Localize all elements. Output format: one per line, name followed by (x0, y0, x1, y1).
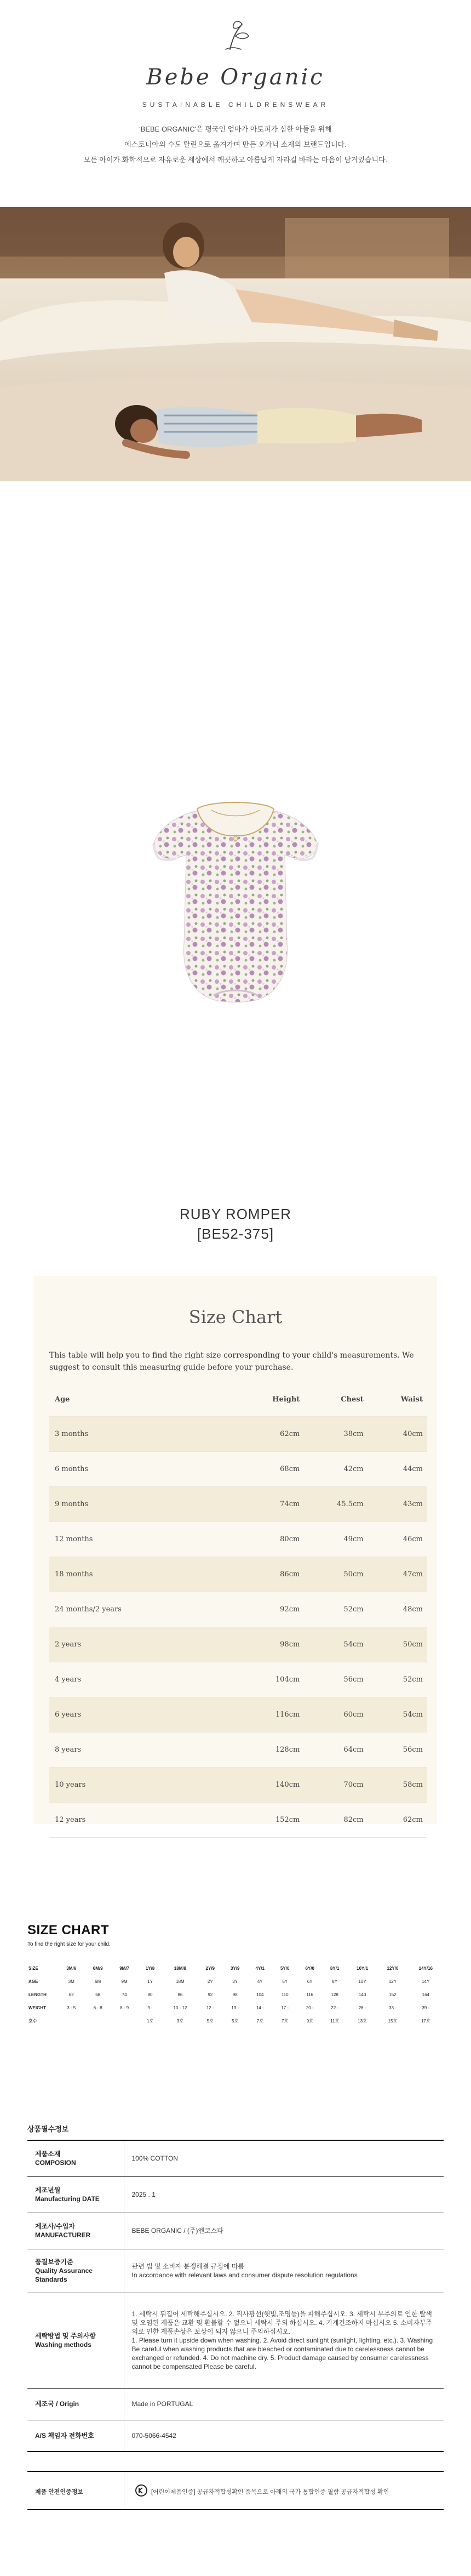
info-key-ko: 제품소재 (35, 2150, 61, 2158)
mini-chart-cell: 6Y (307, 1979, 313, 1984)
header-waist: Waist (364, 1383, 427, 1416)
brand-intro-line: 에스토니아의 수도 탈린으로 옮겨가며 만든 오가닉 소재의 브랜드입니다. (124, 140, 347, 149)
cell-age: 2 years (49, 1627, 236, 1662)
mini-chart-cell: 17 - (281, 2005, 289, 2010)
cell-height: 140cm (236, 1767, 300, 1802)
mini-chart-cell: 104 (256, 1992, 264, 1997)
safety-value: [어린이제품인증] 공급자적합성확인 품목으로 아래의 국가 통합인증 필함 공급자적합성 확인 (151, 2489, 389, 2495)
mini-chart-cell: 17호 (421, 2018, 430, 2024)
table-row (49, 1416, 427, 1451)
mini-chart-cell: 6M (95, 1979, 101, 1984)
mini-chart-row-label: SIZE (28, 1965, 38, 1971)
product-info-heading: 상품필수정보 (27, 2125, 69, 2133)
mini-chart-row-label: WEIGHT (28, 2005, 46, 2010)
cell-height: 98cm (236, 1627, 300, 1662)
cell-waist: 48cm (364, 1592, 427, 1627)
mini-chart-cell: 3 - 5 (67, 2005, 76, 2010)
mini-chart-cell: 10 - 12 (173, 2005, 187, 2010)
mini-chart-cell: 9M (121, 1979, 128, 1984)
info-value-en: 1. Please turn it upside down when washing. 2. Avoid direct sunlight (sunlight, lighting, etc.). 3. Washing Be careful when washing products that are bleached or contaminated due to carelessness cannot be exchanged or refunded. 4. Do not machine dry. 5. Product damage caused by consumer carelessness cannot be compensated Please be careful. (131, 2336, 433, 2370)
info-value: 2025 . 1 (124, 2176, 444, 2213)
cell-chest: 56cm (300, 1662, 363, 1697)
mini-chart-cell: 6 - 8 (93, 2005, 102, 2010)
brand-tagline: SUSTAINABLE CHILDRENSWEAR (142, 101, 329, 109)
cell-waist: 62cm (364, 1802, 427, 1837)
mini-chart-cell: 3Y (232, 1979, 238, 1984)
mini-chart-row-label: LENGTH (28, 1992, 47, 1997)
table-row (49, 1486, 427, 1521)
info-key-en: Quality Assurance Standards (35, 2267, 93, 2283)
mini-chart-cell: 20 - (306, 2005, 314, 2010)
mini-chart-cell: 13 - (231, 2005, 239, 2010)
mini-chart-cell: 12 - (206, 2005, 214, 2010)
info-key-en: Manufacturing DATE (35, 2195, 100, 2203)
cell-chest: 42cm (300, 1451, 363, 1486)
cell-chest: 50cm (300, 1557, 363, 1592)
cell-chest: 70cm (300, 1767, 363, 1802)
info-value-en: In accordance with relevant laws and consumer dispute resolution regulations (131, 2271, 358, 2279)
cell-chest: 60cm (300, 1697, 363, 1732)
info-key-ko: 제조년월 (35, 2186, 61, 2194)
mini-chart-cell: 80 (147, 1992, 153, 1997)
table-row (49, 1662, 427, 1697)
mini-chart-cell: 140 (358, 1992, 366, 1997)
header-chest: Chest (300, 1383, 363, 1416)
mini-chart-cell: 26 - (358, 2005, 366, 2010)
mini-chart-cell: 3M/6 (66, 1965, 77, 1971)
info-value (124, 2293, 444, 2388)
info-value: 100% COTTON (124, 2140, 444, 2176)
cell-age: 12 years (49, 1802, 236, 1837)
cell-waist: 56cm (364, 1732, 427, 1767)
cell-age: 3 months (49, 1416, 236, 1451)
brand-intro (0, 122, 471, 168)
mini-chart-cell: 18M (176, 1979, 185, 1984)
mini-chart-subtitle: To find the right size for your child. (27, 1941, 111, 1947)
mini-chart-cell: 92 (208, 1992, 213, 1997)
info-row-washing (27, 2293, 444, 2388)
mini-chart-table (27, 1962, 444, 2027)
mini-chart-cell (111, 2014, 137, 2027)
info-key (27, 2140, 124, 2176)
mini-chart-cell: 9호 (306, 2018, 313, 2024)
table-row (49, 1592, 427, 1627)
info-key (27, 2213, 124, 2249)
lifestyle-photo (0, 207, 471, 481)
info-key-ko: 세탁방법 및 주의사항 (35, 2332, 96, 2340)
mini-chart-cell: 14 - (256, 2005, 264, 2010)
cell-waist: 43cm (364, 1486, 427, 1521)
mini-chart-cell: 1Y/8 (145, 1965, 155, 1971)
mini-chart-cell: 12Y/0 (387, 1965, 399, 1971)
leaf-logo-icon (214, 15, 257, 54)
mini-chart-cell: 4Y (257, 1979, 263, 1984)
mini-chart-cell: 8Y (332, 1979, 338, 1984)
mini-chart-cell: 164 (422, 1992, 429, 1997)
mini-chart-cell: 39 - (422, 2005, 430, 2010)
mini-chart-cell: 5Y/0 (280, 1965, 290, 1971)
cell-height: 86cm (236, 1557, 300, 1592)
mini-chart-row (27, 2001, 444, 2014)
mini-chart-cell: 5Y (282, 1979, 288, 1984)
cell-waist: 40cm (364, 1416, 427, 1451)
header-age: Age (49, 1383, 236, 1416)
cell-height: 104cm (236, 1662, 300, 1697)
info-value-ko: 관련 법 및 소비자 분쟁해결 규정에 따름 (131, 2262, 244, 2270)
mini-chart-cell: 128 (331, 1992, 338, 1997)
cell-chest: 82cm (300, 1802, 363, 1837)
cell-age: 4 years (49, 1662, 236, 1697)
cell-waist: 52cm (364, 1662, 427, 1697)
mini-chart-cell: 7호 (282, 2018, 289, 2024)
info-row-origin (27, 2388, 444, 2420)
mini-chart-cell: 86 (177, 1992, 183, 1997)
info-key (27, 2249, 124, 2293)
table-row (49, 1627, 427, 1662)
mini-chart-cell: 18M/8 (174, 1965, 187, 1971)
mini-chart-cell: 62 (68, 1992, 74, 1997)
mini-chart-cell: 68 (95, 1992, 101, 1997)
info-key-en: COMPOSION (35, 2159, 76, 2167)
cell-height: 152cm (236, 1802, 300, 1837)
romper-product-image (142, 778, 329, 1008)
info-row-as-phone (27, 2420, 444, 2452)
info-row-manufacturer (27, 2213, 444, 2249)
mini-chart-cell: 74 (122, 1992, 127, 1997)
product-info-table (27, 2140, 444, 2452)
table-row (49, 1732, 427, 1767)
brand-header (0, 0, 471, 208)
mini-chart-cell: 13호 (358, 2018, 367, 2024)
mini-chart-cell: 110 (281, 1992, 289, 1997)
info-key: 제조국 / Origin (27, 2388, 124, 2420)
cell-waist: 54cm (364, 1697, 427, 1732)
cell-height: 62cm (236, 1416, 300, 1451)
mini-chart-cell: 14Y/16 (418, 1965, 433, 1971)
cell-waist: 44cm (364, 1451, 427, 1486)
brand-intro-line: 모든 아이가 화학적으로 자유로운 세상에서 깨끗하고 아름답게 자라길 바라는 마음이 담겨있습니다. (83, 156, 388, 164)
mini-chart-cell: 8 - 9 (120, 2005, 129, 2010)
info-key (27, 2293, 124, 2388)
info-value: 070-5066-4542 (124, 2420, 444, 2452)
mini-chart-cell: 98 (232, 1992, 238, 1997)
product-code: [BE52-375] (197, 1226, 274, 1242)
info-key-en: Washing methods (35, 2341, 91, 2349)
mini-chart-cell: 3M (68, 1979, 74, 1984)
mini-chart-title: SIZE CHART (27, 1923, 109, 1937)
mini-chart-cell: 3Y/9 (231, 1965, 240, 1971)
info-key-ko: 제조사/수입자 (35, 2222, 75, 2230)
cell-height: 116cm (236, 1697, 300, 1732)
cell-age: 24 months/2 years (49, 1592, 236, 1627)
cell-height: 80cm (236, 1521, 300, 1557)
cell-age: 10 years (49, 1767, 236, 1802)
table-row (49, 1557, 427, 1592)
mini-chart-row (27, 1975, 444, 1988)
table-row (49, 1802, 427, 1837)
size-chart-header-row (49, 1383, 427, 1416)
info-value: BEBE ORGANIC / (주)엔코스타 (124, 2213, 444, 2249)
info-value (124, 2249, 444, 2293)
mini-chart-cell: 10Y (358, 1979, 366, 1984)
cell-height: 68cm (236, 1451, 300, 1486)
brand-intro-line: 'BEBE ORGANIC'은 평국인 엄마가 아토피가 심한 아들을 위해 (139, 125, 332, 133)
mini-chart-cell: 2Y (207, 1979, 213, 1984)
size-chart-description: This table will help you to find the right size corresponding to your child's measurements. We suggest to consult this measuring guide before your purchase. (49, 1351, 414, 1372)
mini-chart-cell: 9M/7 (119, 1965, 129, 1971)
safety-cert-row (27, 2471, 444, 2510)
mini-chart-cell: 5호 (206, 2018, 214, 2024)
mini-chart-cell (58, 2014, 84, 2027)
mini-chart-row (27, 1962, 444, 1975)
cell-waist: 47cm (364, 1557, 427, 1592)
mini-chart-cell: 1Y (147, 1979, 153, 1984)
mini-chart-cell: 1호 (146, 2018, 154, 2024)
cell-waist: 46cm (364, 1521, 427, 1557)
cell-age: 18 months (49, 1557, 236, 1592)
info-key: A/S 책임자 전화번호 (27, 2420, 124, 2452)
cell-age: 8 years (49, 1732, 236, 1767)
mini-chart-cell: 8Y/1 (330, 1965, 340, 1971)
mini-chart-cell: 22 - (331, 2005, 339, 2010)
cell-age: 6 years (49, 1697, 236, 1732)
mini-chart-cell: 15호 (388, 2018, 398, 2024)
table-row (49, 1697, 427, 1732)
mini-chart-cell: 10Y/1 (357, 1965, 369, 1971)
cell-age: 6 months (49, 1451, 236, 1486)
mini-chart-cell: 33 - (389, 2005, 397, 2010)
table-row (49, 1521, 427, 1557)
cell-height: 128cm (236, 1732, 300, 1767)
mini-chart-cell: 9 - (147, 2005, 153, 2010)
cell-height: 92cm (236, 1592, 300, 1627)
mini-chart-cell (84, 2014, 111, 2027)
mini-chart-cell: 12Y (388, 1979, 397, 1984)
info-row-composition (27, 2140, 444, 2176)
mini-size-chart (27, 1923, 444, 2027)
product-name: RUBY ROMPER (179, 1206, 292, 1222)
mini-chart-row (27, 1988, 444, 2001)
info-value-ko: 1. 세탁시 뒤집어 세탁해주십시오. 2. 직사광선(햇빛,조명등)을 피해주십시오. 3. 세탁시 부주의로 인한 탈색및 오염된 제품은 교환 및 환불할 수 없으니 세탁시 주의 하십시오. 4. 기계건조하지 마십시오 5. 소비자부주의로 인한 제품손상은 보상이 되지 않으니 주의하십시오. (131, 2310, 433, 2335)
kc-mark-icon (135, 2484, 148, 2498)
info-key (27, 2176, 124, 2213)
mini-chart-row-label: 호수 (28, 2018, 37, 2024)
table-row (49, 1451, 427, 1486)
mini-chart-row-label: AGE (28, 1979, 38, 1984)
safety-key: 제품 안전인증정보 (35, 2489, 84, 2495)
info-key-en: MANUFACTURER (35, 2231, 91, 2239)
mini-chart-cell: 6Y/0 (305, 1965, 314, 1971)
cell-chest: 49cm (300, 1521, 363, 1557)
mini-chart-cell: 5호 (232, 2018, 239, 2024)
mini-chart-cell: 6M/9 (93, 1965, 103, 1971)
mini-chart-cell: 11호 (330, 2018, 340, 2024)
mini-chart-cell: 152 (389, 1992, 397, 1997)
mini-chart-cell: 3호 (176, 2018, 183, 2024)
info-row-manufacturing-date (27, 2176, 444, 2213)
mini-chart-cell: 7호 (256, 2018, 263, 2024)
brand-name: Bebe Organic (146, 65, 325, 90)
info-key-ko: 품질보증기준 (35, 2258, 73, 2266)
size-chart-table (49, 1383, 427, 1838)
size-chart-title: Size Chart (188, 1307, 283, 1327)
header-height: Height (236, 1383, 300, 1416)
mini-chart-cell: 116 (306, 1992, 314, 1997)
cell-age: 9 months (49, 1486, 236, 1521)
cell-height: 74cm (236, 1486, 300, 1521)
cell-waist: 58cm (364, 1767, 427, 1802)
cell-chest: 52cm (300, 1592, 363, 1627)
info-row-quality-assurance (27, 2249, 444, 2293)
size-chart-card (34, 1276, 437, 1824)
mini-chart-cell: 4Y/1 (255, 1965, 265, 1971)
cell-waist: 50cm (364, 1627, 427, 1662)
cell-chest: 54cm (300, 1627, 363, 1662)
cell-chest: 64cm (300, 1732, 363, 1767)
info-value: Made in PORTUGAL (124, 2388, 444, 2420)
cell-chest: 38cm (300, 1416, 363, 1451)
cell-age: 12 months (49, 1521, 236, 1557)
mini-chart-cell: 14Y (422, 1979, 430, 1984)
table-row (49, 1767, 427, 1802)
mini-chart-cell: 2Y/9 (205, 1965, 215, 1971)
mini-chart-row (27, 2014, 444, 2027)
cell-chest: 45.5cm (300, 1486, 363, 1521)
